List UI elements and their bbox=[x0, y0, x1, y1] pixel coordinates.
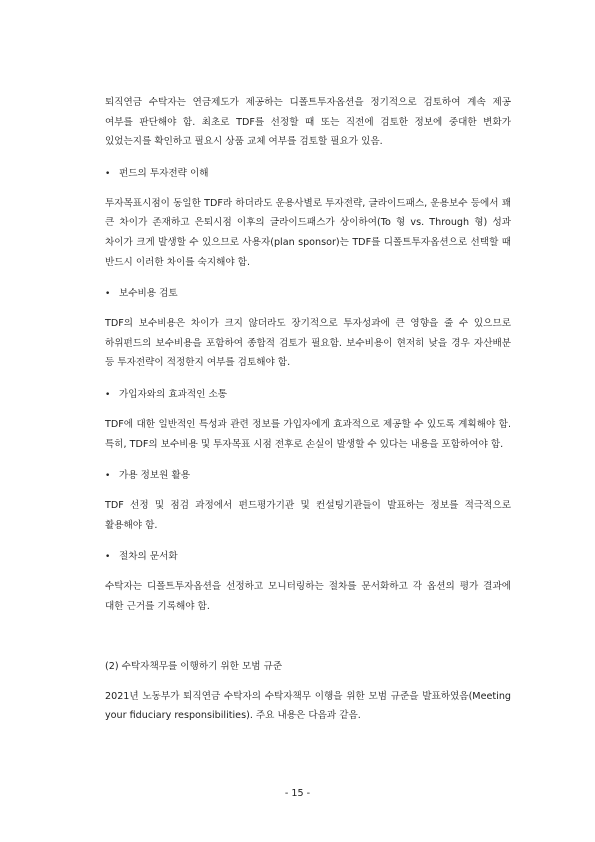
fund-strategy-paragraph: 투자목표시점이 동일한 TDF라 하더라도 운용사별로 투자전략, 글라이드패스, 운용보수 등에서 꽤 큰 차이가 존재하고 은퇴시점 이후의 글라이드패스가 상이하여(To 형 vs. Through 형) 성과 차이가 크게 발생할 수 있으므로 사용자(plan sponsor)는 TDF를 디폴트투자옵션으로 선택할 때 반드시 이러한 차이를 숙지해야 함. bbox=[105, 197, 511, 268]
bullet-label: 가용 정보원 활용 bbox=[119, 470, 190, 482]
bullet-icon: • bbox=[105, 471, 111, 482]
bullet-icon: • bbox=[105, 289, 111, 300]
bullet-label: 펀드의 투자전략 이해 bbox=[119, 167, 209, 179]
bullet-label: 보수비용 검토 bbox=[119, 288, 178, 300]
info-sources-paragraph: TDF 선정 및 점검 과정에서 펀드평가기관 및 컨설팅기관들이 발표하는 정보를 적극적으로 활용해야 함. bbox=[105, 500, 511, 531]
bullet-label: 절차의 문서화 bbox=[119, 551, 178, 563]
bullet-icon: • bbox=[105, 168, 111, 179]
intro-paragraph: 퇴직연금 수탁자는 연금제도가 제공하는 디폴트투자옵션을 정기적으로 검토하여 계속 제공 여부를 판단해야 함. 최초로 TDF를 선정할 때 또는 직전에 검토한 정보에 중대한 변화가 있었는지를 확인하고 필요시 상품 교체 여부를 검토할 필요가 있음. bbox=[105, 97, 511, 148]
page-content bbox=[105, 93, 511, 726]
bullet-icon: • bbox=[105, 389, 111, 400]
bullet-label: 가입자와의 효과적인 소통 bbox=[119, 388, 228, 400]
bullet-communication bbox=[105, 388, 511, 402]
bullet-info-sources bbox=[105, 469, 511, 483]
page-number: - 15 - bbox=[284, 788, 311, 799]
communication-paragraph: TDF에 대한 일반적인 특성과 관련 정보를 가입자에게 효과적으로 제공할 수 있도록 계획해야 함. 특히, TDF의 보수비용 및 투자목표 시점 전후로 손실이 발생할 수 있다는 내용을 포함하여야 함. bbox=[105, 418, 511, 450]
bullet-fee-review bbox=[105, 287, 511, 301]
section-paragraph: 2021년 노동부가 퇴직연금 수탁자의 수탁자책무 이행을 위한 모범 규준을 발표하였음(Meeting your fiduciary responsibilities). 주요 내용은 다음과 같음. bbox=[105, 690, 511, 722]
documentation-paragraph: 수탁자는 디폴트투자옵션을 선정하고 모니터링하는 절차를 문서화하고 각 옵션의 평가 결과에 대한 근거를 기록해야 함. bbox=[105, 581, 511, 612]
section-heading: (2) 수탁자책무를 이행하기 위한 모범 규준 bbox=[105, 660, 283, 672]
fee-review-paragraph: TDF의 보수비용은 차이가 크지 않더라도 장기적으로 투자성과에 큰 영향을 줄 수 있으므로 하위펀드의 보수비용을 포함하여 종합적 검토가 필요함. 보수비용이 현저히 낮을 경우 자산배분 등 투자전략이 적정한지 여부를 검토해야 함. bbox=[105, 318, 511, 369]
bullet-icon: • bbox=[105, 552, 111, 563]
bullet-fund-strategy bbox=[105, 167, 511, 181]
bullet-documentation bbox=[105, 550, 511, 564]
